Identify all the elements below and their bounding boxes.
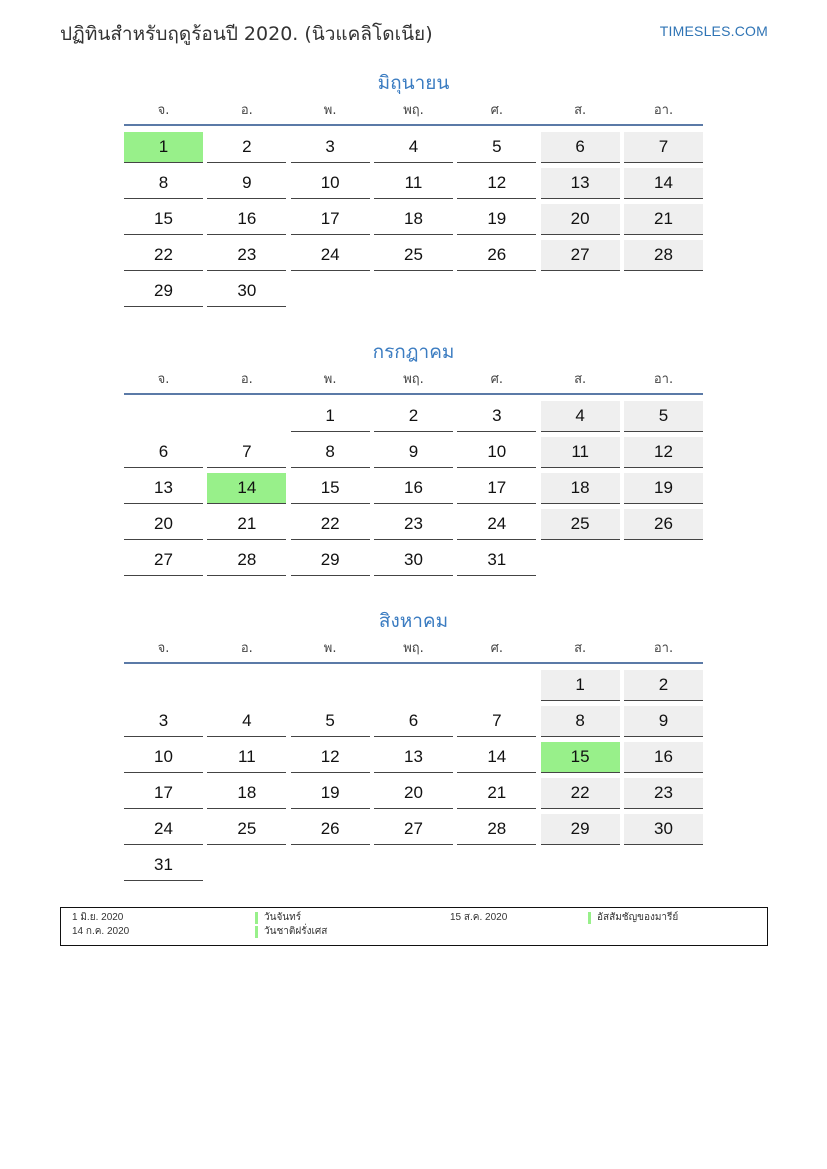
day-cell: 26	[457, 240, 536, 271]
day-cell: 10	[124, 742, 203, 773]
day-cell: 21	[207, 509, 286, 540]
day-cell: 9	[624, 706, 703, 737]
week-row	[124, 742, 703, 774]
day-cell: 27	[541, 240, 620, 271]
day-cell: 14	[624, 168, 703, 199]
day-cell: 12	[457, 168, 536, 199]
day-cell: 26	[291, 814, 370, 845]
day-cell: 10	[291, 168, 370, 199]
day-cell: 6	[541, 132, 620, 163]
day-cell: 1	[541, 670, 620, 701]
month-title: สิงหาคม	[378, 610, 449, 632]
empty-day-cell	[624, 850, 703, 881]
week-row	[124, 276, 703, 308]
day-cell: 29	[124, 276, 203, 307]
day-cell: 23	[624, 778, 703, 809]
weekday-label: ศ.	[490, 372, 503, 387]
day-cell: 13	[124, 473, 203, 504]
day-cell: 5	[624, 401, 703, 432]
week-row	[124, 670, 703, 702]
empty-day-cell	[291, 670, 370, 701]
week-row	[124, 473, 703, 505]
weekday-label: จ.	[157, 372, 170, 387]
day-cell: 3	[291, 132, 370, 163]
weekday-label: อ.	[240, 641, 253, 656]
day-cell: 9	[207, 168, 286, 199]
day-cell: 30	[374, 545, 453, 576]
empty-day-cell	[291, 276, 370, 307]
day-cell: 12	[291, 742, 370, 773]
day-cell: 7	[207, 437, 286, 468]
empty-day-cell	[457, 670, 536, 701]
day-cell: 14	[457, 742, 536, 773]
day-cell: 6	[124, 437, 203, 468]
weekday-label: พฤ.	[403, 641, 424, 656]
day-cell: 25	[207, 814, 286, 845]
day-cell: 6	[374, 706, 453, 737]
header-divider	[124, 662, 703, 664]
empty-day-cell	[207, 401, 286, 432]
day-cell: 5	[457, 132, 536, 163]
day-cell: 29	[541, 814, 620, 845]
weekday-label: ศ.	[490, 641, 503, 656]
day-cell: 22	[541, 778, 620, 809]
day-cell: 10	[457, 437, 536, 468]
week-row	[124, 509, 703, 541]
header-divider	[124, 393, 703, 395]
empty-day-cell	[624, 276, 703, 307]
day-cell: 3	[457, 401, 536, 432]
day-cell: 27	[374, 814, 453, 845]
day-cell: 7	[624, 132, 703, 163]
legend-date: 14 ก.ค. 2020	[72, 926, 130, 937]
day-cell: 17	[124, 778, 203, 809]
day-cell: 29	[291, 545, 370, 576]
day-cell: 4	[207, 706, 286, 737]
day-cell: 24	[291, 240, 370, 271]
legend-date: 1 มิ.ย. 2020	[72, 912, 124, 923]
weekday-label: อ.	[240, 103, 253, 118]
week-row	[124, 850, 703, 882]
day-cell: 27	[124, 545, 203, 576]
weekday-label: อา.	[653, 103, 674, 118]
empty-day-cell	[457, 850, 536, 881]
day-cell: 30	[624, 814, 703, 845]
day-cell: 8	[541, 706, 620, 737]
week-row	[124, 204, 703, 236]
day-cell: 12	[624, 437, 703, 468]
day-cell: 15	[291, 473, 370, 504]
week-row	[124, 437, 703, 469]
day-cell: 1	[124, 132, 203, 163]
day-cell: 19	[624, 473, 703, 504]
day-cell: 2	[374, 401, 453, 432]
day-cell: 7	[457, 706, 536, 737]
day-cell: 3	[124, 706, 203, 737]
week-row	[124, 168, 703, 200]
week-row	[124, 545, 703, 577]
day-cell: 13	[374, 742, 453, 773]
day-cell: 25	[541, 509, 620, 540]
day-cell: 2	[207, 132, 286, 163]
day-cell: 5	[291, 706, 370, 737]
day-cell: 28	[624, 240, 703, 271]
day-cell: 21	[457, 778, 536, 809]
legend-name: วันจันทร์	[255, 912, 301, 924]
day-cell: 19	[457, 204, 536, 235]
day-cell: 18	[374, 204, 453, 235]
day-cell: 15	[541, 742, 620, 773]
day-cell: 31	[124, 850, 203, 881]
day-cell: 11	[207, 742, 286, 773]
page-title: ปฏิทินสำหรับฤดูร้อนปี 2020. (นิวแคลิโดเนีย)	[60, 23, 433, 45]
empty-day-cell	[541, 545, 620, 576]
day-cell: 2	[624, 670, 703, 701]
legend-date: 15 ส.ค. 2020	[450, 912, 508, 923]
site-link[interactable]: TIMESLES.COM	[659, 23, 768, 39]
day-cell: 20	[374, 778, 453, 809]
weekday-label: พฤ.	[403, 103, 424, 118]
week-row	[124, 814, 703, 846]
day-cell: 26	[624, 509, 703, 540]
month-block	[124, 337, 703, 581]
empty-day-cell	[374, 276, 453, 307]
weekday-header	[124, 98, 703, 123]
month-title: มิถุนายน	[377, 72, 450, 94]
week-row	[124, 132, 703, 164]
day-cell: 16	[624, 742, 703, 773]
weekday-label: ศ.	[490, 103, 503, 118]
day-cell: 18	[541, 473, 620, 504]
day-cell: 25	[374, 240, 453, 271]
weekday-label: อา.	[653, 641, 674, 656]
day-cell: 30	[207, 276, 286, 307]
header-divider	[124, 124, 703, 126]
day-cell: 14	[207, 473, 286, 504]
day-cell: 15	[124, 204, 203, 235]
day-cell: 28	[207, 545, 286, 576]
day-cell: 9	[374, 437, 453, 468]
week-row	[124, 240, 703, 272]
weekday-header	[124, 636, 703, 661]
week-row	[124, 401, 703, 433]
day-cell: 23	[374, 509, 453, 540]
day-cell: 22	[291, 509, 370, 540]
day-cell: 11	[541, 437, 620, 468]
weekday-label: ส.	[574, 103, 587, 118]
day-cell: 21	[624, 204, 703, 235]
day-cell: 17	[457, 473, 536, 504]
day-cell: 19	[291, 778, 370, 809]
day-cell: 31	[457, 545, 536, 576]
week-row	[124, 706, 703, 738]
empty-day-cell	[207, 670, 286, 701]
empty-day-cell	[541, 850, 620, 881]
weekday-label: พฤ.	[403, 372, 424, 387]
empty-day-cell	[541, 276, 620, 307]
day-cell: 13	[541, 168, 620, 199]
day-cell: 16	[374, 473, 453, 504]
day-cell: 11	[374, 168, 453, 199]
day-cell: 4	[541, 401, 620, 432]
empty-day-cell	[291, 850, 370, 881]
weekday-label: พ.	[323, 641, 337, 656]
weekday-label: ส.	[574, 641, 587, 656]
weekday-label: อ.	[240, 372, 253, 387]
day-cell: 8	[124, 168, 203, 199]
day-cell: 20	[541, 204, 620, 235]
weekday-header	[124, 367, 703, 392]
day-cell: 23	[207, 240, 286, 271]
day-cell: 24	[124, 814, 203, 845]
day-cell: 17	[291, 204, 370, 235]
day-cell: 1	[291, 401, 370, 432]
day-cell: 28	[457, 814, 536, 845]
empty-day-cell	[624, 545, 703, 576]
day-cell: 4	[374, 132, 453, 163]
empty-day-cell	[207, 850, 286, 881]
week-row	[124, 778, 703, 810]
month-block	[124, 68, 703, 312]
weekday-label: จ.	[157, 103, 170, 118]
weekday-label: พ.	[323, 103, 337, 118]
day-cell: 8	[291, 437, 370, 468]
empty-day-cell	[457, 276, 536, 307]
weekday-label: ส.	[574, 372, 587, 387]
day-cell: 16	[207, 204, 286, 235]
weekday-label: พ.	[323, 372, 337, 387]
empty-day-cell	[374, 850, 453, 881]
empty-day-cell	[374, 670, 453, 701]
legend-name: วันชาติฝรั่งเศส	[255, 926, 327, 938]
weekday-label: จ.	[157, 641, 170, 656]
weekday-label: อา.	[653, 372, 674, 387]
month-block	[124, 606, 703, 886]
empty-day-cell	[124, 670, 203, 701]
holiday-legend	[60, 907, 768, 946]
month-title: กรกฎาคม	[372, 341, 455, 363]
day-cell: 22	[124, 240, 203, 271]
day-cell: 18	[207, 778, 286, 809]
day-cell: 24	[457, 509, 536, 540]
empty-day-cell	[124, 401, 203, 432]
day-cell: 20	[124, 509, 203, 540]
legend-name: อัสสัมชัญของมารีย์	[588, 912, 678, 924]
